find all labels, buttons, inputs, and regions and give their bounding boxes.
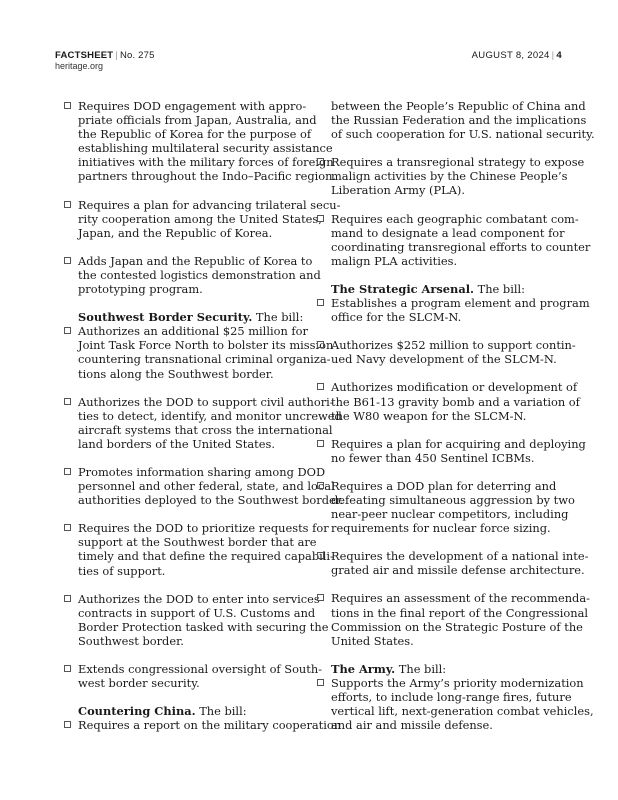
bullet-item	[60, 464, 344, 508]
bullet-item	[60, 394, 342, 451]
text-line: coordinating transregional efforts to counter	[331, 239, 591, 254]
square-bullet-icon	[64, 721, 71, 728]
section-heading-strategic-arsenal	[313, 282, 565, 296]
square-bullet-icon	[317, 679, 324, 686]
text-line: Border Protection tasked with securing the	[78, 619, 329, 634]
bullet-item	[60, 253, 321, 297]
date-and-page	[472, 50, 562, 61]
section-title: Countering China.	[78, 704, 196, 719]
text-line: the Russian Federation and the implications	[331, 113, 587, 128]
section-heading-china	[60, 704, 306, 718]
text-line: aircraft systems that cross the international	[78, 422, 333, 437]
text-line: vertical lift, next-generation combat vehicles,	[331, 704, 594, 719]
text-line: United States.	[331, 633, 414, 648]
series-name: FACTSHEET	[55, 50, 114, 61]
square-bullet-icon	[64, 665, 71, 672]
text-line: ued Navy development of the SLCM-N.	[331, 352, 557, 367]
text-line: land borders of the United States.	[78, 436, 275, 451]
text-line: establishing multilateral security assistance	[78, 141, 333, 156]
text-line: Requires a plan for advancing trilateral secu-	[78, 197, 341, 212]
header-separator: |	[551, 50, 555, 61]
section-title: The Strategic Arsenal.	[331, 281, 474, 296]
square-bullet-icon	[317, 299, 324, 306]
square-bullet-icon	[317, 158, 324, 165]
square-bullet-icon	[317, 482, 324, 489]
bullet-item	[313, 296, 590, 325]
text-line: Requires an assessment of the recommenda-	[331, 591, 590, 606]
text-line: mand to designate a lead component for	[331, 225, 565, 240]
text-line: priate officials from Japan, Australia, and	[78, 113, 317, 128]
text-line: Authorizes modification or development of	[331, 380, 578, 395]
square-bullet-icon	[64, 327, 71, 334]
text-line: west border security.	[78, 676, 200, 691]
section-intro: The bill:	[195, 704, 247, 719]
text-line: defeating simultaneous aggression by two	[331, 492, 575, 507]
text-line: Requires a DOD plan for deterring and	[331, 478, 557, 493]
right-items2	[313, 296, 590, 648]
text-line: Authorizes the DOD to support civil authori-	[78, 394, 334, 409]
square-bullet-icon	[64, 398, 71, 405]
left-items1	[60, 99, 341, 297]
text-line: Commission on the Strategic Posture of the	[331, 619, 583, 634]
text-line: Liberation Army (PLA).	[331, 183, 466, 198]
left-items2	[60, 324, 344, 691]
bullet-item	[60, 591, 329, 648]
text-line: Requires the DOD to prioritize requests for	[78, 521, 329, 536]
text-line: countering transnational criminal organiza-	[78, 352, 331, 367]
header-separator: |	[115, 50, 118, 61]
section-title: Southwest Border Security.	[78, 310, 253, 325]
text-line: tions along the Southwest border.	[78, 366, 274, 381]
square-bullet-icon	[317, 215, 324, 222]
text-line: Southwest border.	[78, 633, 184, 648]
right-column	[313, 99, 595, 746]
text-line: Authorizes $252 million to support contin-	[331, 338, 576, 353]
factsheet-number: No. 275	[119, 50, 155, 61]
text-line: Adds Japan and the Republic of Korea to	[78, 253, 313, 268]
text-line: Promotes information sharing among DOD	[78, 464, 326, 479]
bullet-item	[60, 324, 334, 381]
text-line: timely and that define the required capabili-	[78, 549, 334, 564]
section-title: The Army.	[331, 661, 396, 676]
square-bullet-icon	[64, 201, 71, 208]
continued-bullet-text	[313, 99, 595, 142]
text-line: requirements for nuclear force sizing.	[331, 521, 551, 536]
section-intro: The bill:	[252, 310, 304, 325]
right-items1	[313, 155, 591, 268]
square-bullet-icon	[64, 468, 71, 475]
bullet-item	[60, 99, 337, 184]
square-bullet-icon	[64, 102, 71, 109]
text-line: Japan, and the Republic of Korea.	[78, 225, 273, 240]
section-intro: The bill:	[395, 661, 447, 676]
text-line: Requires a plan for acquiring and deploying	[331, 436, 586, 451]
bullet-item	[313, 380, 580, 423]
text-line: the contested logistics demonstration and	[78, 267, 321, 282]
site-url: heritage.org	[55, 61, 104, 71]
left-column	[60, 99, 344, 746]
text-line: tions in the final report of the Congressional	[331, 605, 589, 620]
text-line: prototyping program.	[78, 282, 203, 297]
text-line: no fewer than 450 Sentinel ICBMs.	[331, 450, 535, 465]
text-line: near-peer nuclear competitors, including	[331, 507, 569, 522]
text-line: between the People’s Republic of China and	[331, 99, 586, 113]
bullet-item	[313, 478, 575, 536]
text-line: Supports the Army’s priority modernization	[331, 675, 584, 690]
text-line: malign PLA activities.	[331, 253, 458, 268]
bullet-item	[60, 718, 342, 733]
text-line: Requires each geographic combatant com-	[331, 211, 579, 226]
text-line: partners throughout the Indo–Pacific region.	[78, 169, 337, 184]
bullet-item	[313, 338, 576, 367]
bullet-item	[60, 662, 323, 691]
text-line: authorities deployed to the Southwest border.	[78, 493, 344, 508]
square-bullet-icon	[64, 524, 71, 531]
bullet-item	[60, 521, 334, 578]
text-line: Extends congressional oversight of South-	[78, 662, 323, 676]
text-line: malign activities by the Chinese People’s	[331, 169, 568, 184]
bullet-item	[313, 211, 591, 268]
square-bullet-icon	[64, 257, 71, 264]
text-line: support at the Southwest border that are	[78, 535, 317, 550]
text-line: Joint Task Force North to bolster its mission	[78, 338, 334, 353]
section-intro: The bill:	[474, 281, 525, 296]
bullet-item	[60, 197, 341, 240]
bullet-item	[313, 155, 585, 198]
text-line: Requires a transregional strategy to expose	[331, 155, 585, 170]
publish-date: AUGUST 8, 2024	[471, 50, 550, 61]
page-header	[55, 50, 562, 80]
section-heading-army	[313, 662, 565, 676]
text-line: rity cooperation among the United States,	[78, 211, 322, 226]
text-line: Authorizes an additional $25 million for	[78, 324, 308, 339]
text-line: the Republic of Korea for the purpose of	[78, 127, 312, 142]
text-line: grated air and missile defense architecture.	[331, 563, 585, 578]
bullet-item	[313, 675, 594, 733]
text-line: Requires DOD engagement with appro-	[78, 99, 307, 113]
text-line: personnel and other federal, state, and local	[78, 479, 335, 494]
square-bullet-icon	[317, 341, 324, 348]
square-bullet-icon	[317, 552, 324, 559]
text-line: contracts in support of U.S. Customs and	[78, 605, 316, 620]
square-bullet-icon	[317, 594, 324, 601]
text-line: initiatives with the military forces of foreign	[78, 155, 334, 170]
bullet-item	[313, 436, 586, 465]
bullet-item	[313, 591, 590, 648]
page-number: 4	[556, 50, 562, 61]
text-line: the W80 weapon for the SLCM-N.	[331, 408, 527, 423]
text-line: Establishes a program element and program	[331, 296, 590, 311]
factsheet-label	[55, 50, 155, 61]
text-line: office for the SLCM-N.	[331, 310, 462, 325]
right-items3	[313, 675, 594, 733]
square-bullet-icon	[317, 440, 324, 447]
text-line: Requires a report on the military cooperation	[78, 718, 342, 733]
left-items3	[60, 718, 342, 733]
text-line: Requires the development of a national inte-	[331, 549, 589, 564]
text-line: of such cooperation for U.S. national security.	[331, 127, 595, 142]
bullet-item	[313, 549, 589, 578]
text-line: efforts, to include long-range fires, future	[331, 690, 572, 704]
text-line: and air and missile defense.	[331, 718, 493, 733]
square-bullet-icon	[317, 383, 324, 390]
text-line: Authorizes the DOD to enter into services	[78, 591, 320, 606]
text-line: ties of support.	[78, 563, 166, 578]
section-heading-southwest	[60, 310, 306, 324]
square-bullet-icon	[64, 595, 71, 602]
text-line: ties to detect, identify, and monitor uncrewed	[78, 408, 342, 423]
text-line: the B61-13 gravity bomb and a variation of	[331, 394, 580, 409]
